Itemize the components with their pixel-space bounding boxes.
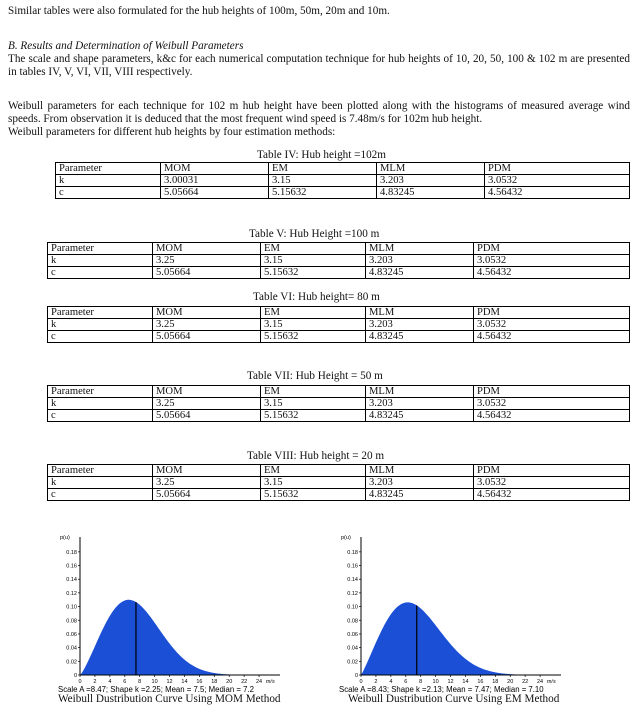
table-row [48,255,630,267]
density-area [80,600,259,675]
paragraph-parameters: The scale and shape parameters, k&c for each numerical computation technique for hub heights of 10, 20, 50, 100 & 102 m are presented in tables IV, V, VI, VII, VIII respectively. [8,53,630,78]
table-cell: 5.15632 [269,187,377,199]
table-cell: 3.203 [366,319,474,331]
table-row [56,187,630,199]
table-cell: 3.0532 [474,319,630,331]
table-cell: 5.05664 [161,187,269,199]
table-cell: 3.203 [366,398,474,410]
table-cell: 4.83245 [366,267,474,279]
header-cell: MOM [153,243,261,255]
y-tick-label: 0.02 [66,659,77,666]
table-cell: 3.00031 [161,175,269,187]
density-area [361,602,540,675]
table-cell: k [48,255,153,267]
table-cell: 5.05664 [153,267,261,279]
header-cell: EM [261,386,366,398]
table-iv [55,162,630,199]
table-cell: 4.83245 [366,331,474,343]
intro-paragraph [8,5,630,18]
table-row [48,267,630,279]
header-cell: PDM [485,163,630,175]
y-tick-label: 0.02 [347,659,358,666]
table-cell: k [56,175,161,187]
stats-text: Scale A =8.43; Shape k =2.13; Mean = 7.47; Median = 7.10 [339,685,544,694]
table-viii [47,464,630,501]
header-cell: MLM [366,243,474,255]
header-cell: MLM [377,163,485,175]
paragraph-observation: Weibull parameters for each technique for 102 m hub height have been plotted along with the histograms of measured average wind speeds. From observation it is deduced that the most frequent wind speed is 7.48m/s for 102m hub height. [8,100,630,125]
table-cell: 5.15632 [261,410,366,422]
header-cell: MLM [366,465,474,477]
table-cell: 3.203 [366,477,474,489]
x-tick-label: 12 [166,679,173,685]
table-cell: 4.56432 [485,187,630,199]
table-cell: 4.83245 [366,489,474,501]
table-vii-caption: Table VII: Hub Height = 50 m [247,370,383,382]
x-tick-label: 18 [211,679,218,685]
table-cell: 3.25 [153,477,261,489]
y-tick-label: 0.04 [347,645,358,652]
x-tick-label: 12 [447,679,454,685]
table-cell: 3.25 [153,255,261,267]
table-cell: k [48,398,153,410]
chart-caption-em: Weibull Dustribution Curve Using EM Method [348,693,560,705]
table-cell: 3.15 [261,319,366,331]
x-tick-label: 24 [256,679,263,685]
header-cell: EM [269,163,377,175]
header-cell: PDM [474,386,630,398]
table-row [48,477,630,489]
intro-text: Similar tables were also formulated for the hub heights of 100m, 50m, 20m and 10m. [8,5,390,17]
table-cell: 3.0532 [474,477,630,489]
table-cell: c [48,331,153,343]
stats-text: Scale A =8.47; Shape k =2.25; Mean = 7.5; Median = 7.2 [58,685,254,694]
table-row [48,319,630,331]
table-cell: 4.56432 [474,331,630,343]
weibull-chart-em [333,527,603,695]
y-tick-label: 0.18 [66,549,77,556]
table-cell: c [56,187,161,199]
y-tick-label: 0.12 [66,590,77,597]
table-cell: 5.15632 [261,267,366,279]
table-header-row [48,386,630,398]
table-cell: 4.83245 [366,410,474,422]
table-cell: 4.56432 [474,267,630,279]
x-tick-label: 8 [419,679,423,685]
y-tick-label: 0.16 [347,563,358,570]
table-cell: 3.0532 [474,255,630,267]
y-tick-label: 0.18 [347,549,358,556]
y-tick-label: 0 [354,673,358,679]
table-row [48,398,630,410]
x-tick-label: 20 [507,679,514,685]
paragraph-methods: Weibull parameters for different hub heights by four estimation methods: [8,126,336,138]
y-tick-label: 0.06 [347,631,358,638]
section-heading: B. Results and Determination of Weibull Parameters [8,40,244,52]
table-cell: 3.0532 [474,398,630,410]
header-cell: PDM [474,465,630,477]
table-vi-caption: Table VI: Hub height= 80 m [253,291,380,303]
header-cell: Parameter [56,163,161,175]
table-header-row [48,465,630,477]
table-cell: 3.15 [261,255,366,267]
header-cell: MLM [366,307,474,319]
y-tick-label: 0.16 [66,563,77,570]
x-tick-label: 0 [359,679,363,685]
observation-section [8,100,630,139]
x-tick-label: 6 [123,679,127,685]
y-tick-label: 0.14 [347,577,358,584]
y-tick-label: 0.08 [66,618,77,625]
x-tick-label: 4 [389,679,393,685]
table-cell: c [48,410,153,422]
x-tick-label: 6 [404,679,408,685]
header-cell: PDM [474,243,630,255]
chart-caption-mom: Weibull Dustribution Curve Using MOM Method [58,693,281,705]
header-cell: EM [261,307,366,319]
x-tick-label: 2 [93,679,97,685]
y-tick-label: 0.14 [66,577,77,584]
y-tick-label: 0.04 [66,645,77,652]
weibull-chart-mom [52,527,312,695]
x-tick-label: 0 [78,679,82,685]
header-cell: MLM [366,386,474,398]
table-viii-caption: Table VIII: Hub height = 20 m [247,450,385,462]
x-unit-label: m/s [546,679,556,685]
x-tick-label: 18 [492,679,499,685]
table-v-caption: Table V: Hub Height =100 m [249,228,380,240]
y-axis-label: p(u) [60,535,70,541]
x-tick-label: 16 [477,679,484,685]
header-cell: MOM [161,163,269,175]
x-tick-label: 14 [462,679,469,685]
table-cell: 3.15 [261,477,366,489]
header-cell: MOM [153,465,261,477]
x-tick-label: 10 [432,679,439,685]
table-cell: c [48,489,153,501]
table-cell: 5.05664 [153,410,261,422]
table-iv-caption: Table IV: Hub height =102m [257,149,386,161]
header-cell: EM [261,243,366,255]
table-cell: 3.203 [366,255,474,267]
table-vi [47,306,630,343]
table-row [48,410,630,422]
table-header-row [48,307,630,319]
table-v [47,242,630,279]
x-tick-label: 2 [374,679,378,685]
y-tick-label: 0.10 [347,604,358,611]
table-cell: 5.15632 [261,331,366,343]
table-cell: 4.56432 [474,489,630,501]
table-cell: 3.0532 [485,175,630,187]
table-cell: 3.15 [269,175,377,187]
results-section [8,40,630,79]
table-cell: 3.203 [377,175,485,187]
table-cell: c [48,267,153,279]
header-cell: MOM [153,386,261,398]
table-cell: k [48,477,153,489]
table-cell: k [48,319,153,331]
table-vii [47,385,630,422]
table-cell: 5.15632 [261,489,366,501]
x-tick-label: 10 [151,679,158,685]
x-tick-label: 22 [522,679,529,685]
x-unit-label: m/s [265,679,275,685]
y-axis-label: p(u) [341,535,351,541]
y-tick-label: 0.06 [66,631,77,638]
header-cell: Parameter [48,243,153,255]
table-row [48,489,630,501]
table-row [56,175,630,187]
y-tick-label: 0.08 [347,618,358,625]
table-row [48,331,630,343]
table-cell: 3.25 [153,398,261,410]
table-cell: 3.15 [261,398,366,410]
x-tick-label: 24 [537,679,544,685]
header-cell: Parameter [48,307,153,319]
header-cell: Parameter [48,465,153,477]
header-cell: MOM [153,307,261,319]
table-cell: 3.25 [153,319,261,331]
header-cell: PDM [474,307,630,319]
table-header-row [56,163,630,175]
x-tick-label: 14 [181,679,188,685]
x-tick-label: 16 [196,679,203,685]
y-tick-label: 0 [73,673,77,679]
y-tick-label: 0.12 [347,590,358,597]
x-tick-label: 4 [108,679,112,685]
header-cell: Parameter [48,386,153,398]
table-header-row [48,243,630,255]
header-cell: EM [261,465,366,477]
table-cell: 5.05664 [153,489,261,501]
table-cell: 4.83245 [377,187,485,199]
x-tick-label: 20 [226,679,233,685]
y-tick-label: 0.10 [66,604,77,611]
x-tick-label: 8 [138,679,142,685]
table-cell: 5.05664 [153,331,261,343]
table-cell: 4.56432 [474,410,630,422]
x-tick-label: 22 [241,679,248,685]
